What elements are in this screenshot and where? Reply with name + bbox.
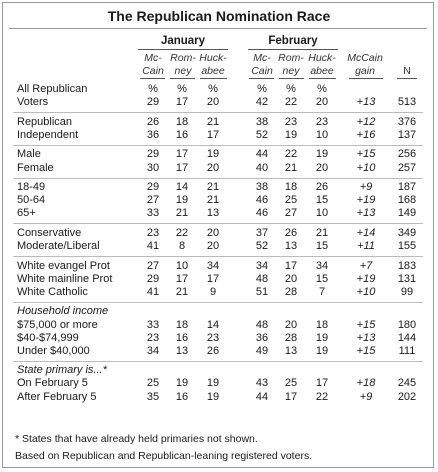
value-feb-cell: 38 xyxy=(255,181,269,194)
gain-cell: +9 xyxy=(359,181,373,194)
period-january-rule xyxy=(138,49,228,50)
value-feb-cell: 10 xyxy=(315,207,329,220)
gain-cell: +19 xyxy=(356,194,376,207)
period-february: February xyxy=(268,35,318,47)
table-row xyxy=(3,260,435,273)
n-cell: 131 xyxy=(397,272,417,285)
value-jan-cell: 17 xyxy=(175,96,189,109)
gain-cell: +10 xyxy=(356,161,376,174)
value-jan-cell: 36 xyxy=(146,128,160,141)
source-note: Based on Republican and Republican-leaning registered voters. xyxy=(15,450,313,462)
table-row xyxy=(3,345,435,358)
n-cell: 513 xyxy=(397,96,417,109)
value-feb-cell: 46 xyxy=(255,207,269,220)
value-feb-cell: 48 xyxy=(255,272,269,285)
gain-cell: +15 xyxy=(356,148,376,161)
value-feb-cell: 13 xyxy=(284,240,298,252)
value-feb-cell: 20 xyxy=(284,272,298,285)
table-row xyxy=(3,181,435,194)
row-label: Male xyxy=(17,148,41,161)
group-heading: State primary is...* xyxy=(17,364,107,377)
value-feb-cell: 19 xyxy=(315,148,329,161)
group-separator xyxy=(13,361,423,362)
value-feb-cell: 49 xyxy=(255,344,269,357)
value-jan-cell: 21 xyxy=(206,115,220,128)
table-row xyxy=(3,148,435,161)
value-jan-cell: 9 xyxy=(209,285,217,298)
value-jan-cell: 18 xyxy=(175,318,189,331)
value-feb-cell: 18 xyxy=(315,318,329,331)
gain-cell: +11 xyxy=(357,240,375,252)
col-underline xyxy=(349,78,383,79)
value-jan-cell: 17 xyxy=(175,148,189,161)
value-feb-cell: 25 xyxy=(284,377,298,390)
gain-cell: +7 xyxy=(359,259,373,272)
value-feb-cell: 18 xyxy=(284,181,298,194)
value-feb-cell: 27 xyxy=(284,207,298,220)
value-jan-cell: 19 xyxy=(206,377,220,390)
value-feb-cell: 43 xyxy=(255,377,269,390)
row-label-top: All Republican xyxy=(17,83,88,95)
col-jan-mccain: Mc- Cain xyxy=(142,52,164,77)
value-jan-cell: 21 xyxy=(206,194,220,207)
value-jan-cell: 25 xyxy=(146,377,160,390)
row-label: 18-49 xyxy=(17,181,46,194)
percent-sign: % xyxy=(177,83,187,95)
col-underline xyxy=(200,78,227,79)
col-mccain-gain: McCain gain xyxy=(347,52,383,77)
col-underline xyxy=(249,78,274,79)
group-heading: Household income xyxy=(17,305,109,318)
value-feb-cell: 21 xyxy=(315,226,329,239)
value-feb-cell: 17 xyxy=(315,377,329,390)
gain-cell: +13 xyxy=(356,96,376,109)
percent-sign: % xyxy=(257,83,267,95)
row-label: Moderate/Liberal xyxy=(17,240,100,252)
value-jan-cell: 29 xyxy=(146,181,160,194)
row-label: 50-64 xyxy=(17,194,46,207)
n-cell: 137 xyxy=(397,128,417,141)
footnote: * States that have already held primaries not shown. xyxy=(15,433,258,445)
row-label: Independent xyxy=(17,128,79,141)
gain-cell: +15 xyxy=(356,318,376,331)
row-label: White evangel Prot xyxy=(17,259,110,272)
value-jan-cell: 30 xyxy=(146,161,160,174)
n-cell: 187 xyxy=(397,181,417,194)
gain-cell: +14 xyxy=(356,226,376,239)
group-separator xyxy=(13,178,423,179)
group-heading-row xyxy=(3,364,435,377)
gain-cell: +13 xyxy=(356,331,376,344)
gain-cell: +18 xyxy=(356,377,376,390)
row-label: 65+ xyxy=(17,207,36,220)
n-cell: 349 xyxy=(397,226,417,239)
value-jan-cell: 33 xyxy=(146,318,160,331)
row-label: Conservative xyxy=(17,226,82,239)
col-underline xyxy=(279,78,304,79)
period-january: January xyxy=(160,35,206,47)
value-jan-cell: 33 xyxy=(146,207,160,220)
value-jan-cell: 20 xyxy=(206,96,220,109)
n-cell: 180 xyxy=(397,318,417,331)
n-cell: 149 xyxy=(397,207,417,220)
table-row xyxy=(3,377,435,390)
percent-sign: % xyxy=(317,83,327,95)
value-jan-cell: 14 xyxy=(175,181,189,194)
value-feb-cell: 17 xyxy=(284,390,298,403)
value-feb-cell: 15 xyxy=(315,272,329,285)
col-feb-huckabee: Huck- abee xyxy=(308,52,336,77)
value-feb-cell: 7 xyxy=(318,285,326,298)
row-label: Female xyxy=(17,161,54,174)
value-feb-cell: 22 xyxy=(284,148,298,161)
row-label: White mainline Prot xyxy=(17,272,113,285)
value-feb-cell: 34 xyxy=(255,259,269,272)
value-feb-cell: 37 xyxy=(255,226,269,239)
title-divider xyxy=(9,28,427,29)
value-jan-cell: 8 xyxy=(178,240,186,252)
value-feb-cell: 21 xyxy=(284,161,298,174)
gain-cell: +13 xyxy=(356,207,376,220)
value-feb-cell: 34 xyxy=(315,259,329,272)
table-row xyxy=(3,194,435,207)
value-jan-cell: 20 xyxy=(206,161,220,174)
value-feb-cell: 52 xyxy=(255,240,269,252)
group-separator xyxy=(13,112,423,113)
value-feb-cell: 22 xyxy=(315,390,329,403)
value-feb-cell: 13 xyxy=(284,344,298,357)
value-jan-cell: 16 xyxy=(175,390,189,403)
value-jan-cell: 23 xyxy=(206,331,220,344)
table-row xyxy=(3,227,435,240)
gain-cell: +19 xyxy=(356,272,376,285)
percent-sign: % xyxy=(148,83,158,95)
value-jan-cell: 35 xyxy=(146,390,160,403)
value-feb-cell: 48 xyxy=(255,318,269,331)
group-separator xyxy=(13,302,423,303)
value-feb-cell: 20 xyxy=(315,161,329,174)
value-feb-cell: 19 xyxy=(315,331,329,344)
n-cell: 202 xyxy=(397,390,417,403)
value-feb-cell: 42 xyxy=(255,96,269,109)
value-jan-cell: 23 xyxy=(146,331,160,344)
table-row xyxy=(3,116,435,129)
group-heading-row xyxy=(3,305,435,318)
n-cell: 99 xyxy=(400,285,414,298)
value-jan-cell: 19 xyxy=(175,194,189,207)
value-jan-cell: 17 xyxy=(175,272,189,285)
value-feb-cell: 44 xyxy=(255,390,269,403)
value-feb-cell: 52 xyxy=(255,128,269,141)
row-label: $40-$74,999 xyxy=(17,331,79,344)
value-jan-cell: 41 xyxy=(146,240,160,252)
value-feb-cell: 25 xyxy=(284,194,298,207)
value-feb-cell: 10 xyxy=(315,128,329,141)
value-jan-cell: 21 xyxy=(175,207,189,220)
gain-cell: +9 xyxy=(359,390,373,403)
value-feb-cell: 44 xyxy=(255,148,269,161)
n-cell: 256 xyxy=(397,148,417,161)
value-jan-cell: 26 xyxy=(206,344,220,357)
n-cell: 257 xyxy=(397,161,417,174)
value-jan-cell: 17 xyxy=(206,128,220,141)
value-jan-cell: 29 xyxy=(146,96,160,109)
value-jan-cell: 14 xyxy=(206,318,220,331)
n-cell: 183 xyxy=(397,259,417,272)
col-underline xyxy=(397,78,417,79)
table-row-label-top xyxy=(3,83,435,96)
value-feb-cell: 20 xyxy=(284,318,298,331)
value-feb-cell: 19 xyxy=(284,128,298,141)
gain-cell: +15 xyxy=(356,344,376,357)
table-row xyxy=(3,286,435,299)
value-jan-cell: 34 xyxy=(206,259,220,272)
col-n: N xyxy=(403,65,411,77)
table-row xyxy=(3,332,435,345)
value-feb-cell: 36 xyxy=(255,331,269,344)
value-jan-cell: 19 xyxy=(206,390,220,403)
value-jan-cell: 23 xyxy=(146,226,160,239)
group-separator xyxy=(13,145,423,146)
value-feb-cell: 40 xyxy=(255,161,269,174)
value-feb-cell: 23 xyxy=(284,115,298,128)
value-feb-cell: 28 xyxy=(284,285,298,298)
row-label: After February 5 xyxy=(17,390,97,403)
percent-sign: % xyxy=(208,83,218,95)
value-feb-cell: 19 xyxy=(315,344,329,357)
table-frame xyxy=(2,2,434,468)
gain-cell: +12 xyxy=(356,115,376,128)
table-row xyxy=(3,273,435,286)
value-feb-cell: 26 xyxy=(315,181,329,194)
table-row xyxy=(3,240,435,253)
table-row xyxy=(3,162,435,175)
value-feb-cell: 26 xyxy=(284,226,298,239)
col-jan-huckabee: Huck- abee xyxy=(199,52,227,77)
value-feb-cell: 23 xyxy=(315,115,329,128)
value-feb-cell: 15 xyxy=(315,194,329,207)
value-jan-cell: 13 xyxy=(175,344,189,357)
col-underline xyxy=(309,78,336,79)
value-jan-cell: 26 xyxy=(146,115,160,128)
value-feb-cell: 17 xyxy=(284,259,298,272)
value-feb-cell: 20 xyxy=(315,96,329,109)
value-jan-cell: 34 xyxy=(146,344,160,357)
value-jan-cell: 21 xyxy=(175,285,189,298)
value-jan-cell: 10 xyxy=(175,259,189,272)
gain-cell: +10 xyxy=(356,285,376,298)
n-cell: 111 xyxy=(398,344,416,357)
col-feb-romney: Rom- ney xyxy=(278,52,304,77)
group-separator xyxy=(13,223,423,224)
row-label: Republican xyxy=(17,115,73,128)
n-cell: 376 xyxy=(397,115,417,128)
value-jan-cell: 41 xyxy=(146,285,160,298)
value-jan-cell: 20 xyxy=(206,226,220,239)
value-jan-cell: 27 xyxy=(146,194,160,207)
table-row xyxy=(3,391,435,404)
value-jan-cell: 21 xyxy=(206,181,220,194)
value-jan-cell: 22 xyxy=(175,226,189,239)
value-jan-cell: 18 xyxy=(175,115,189,128)
table-row xyxy=(3,207,435,220)
n-cell: 144 xyxy=(397,331,417,344)
value-jan-cell: 17 xyxy=(175,161,189,174)
value-feb-cell: 28 xyxy=(284,331,298,344)
n-cell: 245 xyxy=(397,377,417,390)
period-february-rule xyxy=(248,49,338,50)
value-jan-cell: 13 xyxy=(206,207,220,220)
percent-sign: % xyxy=(286,83,296,95)
row-label: White Catholic xyxy=(17,285,88,298)
value-jan-cell: 29 xyxy=(146,272,160,285)
group-separator xyxy=(13,256,423,257)
value-jan-cell: 19 xyxy=(206,148,220,161)
value-jan-cell: 27 xyxy=(146,259,160,272)
table-row xyxy=(3,129,435,142)
row-label: On February 5 xyxy=(17,377,88,390)
value-jan-cell: 20 xyxy=(206,240,220,252)
value-jan-cell: 16 xyxy=(175,331,189,344)
value-feb-cell: 38 xyxy=(255,115,269,128)
value-feb-cell: 22 xyxy=(284,96,298,109)
row-label: $75,000 or more xyxy=(17,318,98,331)
value-jan-cell: 19 xyxy=(175,377,189,390)
col-jan-romney: Rom- ney xyxy=(170,52,196,77)
col-underline xyxy=(140,78,165,79)
table-row xyxy=(3,319,435,332)
value-jan-cell: 29 xyxy=(146,148,160,161)
table-row xyxy=(3,96,435,109)
gain-cell: +16 xyxy=(356,128,376,141)
col-underline xyxy=(170,78,195,79)
value-jan-cell: 16 xyxy=(175,128,189,141)
value-jan-cell: 17 xyxy=(206,272,220,285)
row-label: Under $40,000 xyxy=(17,344,90,357)
value-feb-cell: 46 xyxy=(255,194,269,207)
page-title: The Republican Nomination Race xyxy=(107,8,331,24)
row-label: Voters xyxy=(17,96,49,109)
n-cell: 168 xyxy=(397,194,417,207)
value-feb-cell: 15 xyxy=(315,240,329,252)
col-feb-mccain: Mc- Cain xyxy=(251,52,273,77)
n-cell: 155 xyxy=(397,240,417,252)
value-feb-cell: 51 xyxy=(255,285,269,298)
